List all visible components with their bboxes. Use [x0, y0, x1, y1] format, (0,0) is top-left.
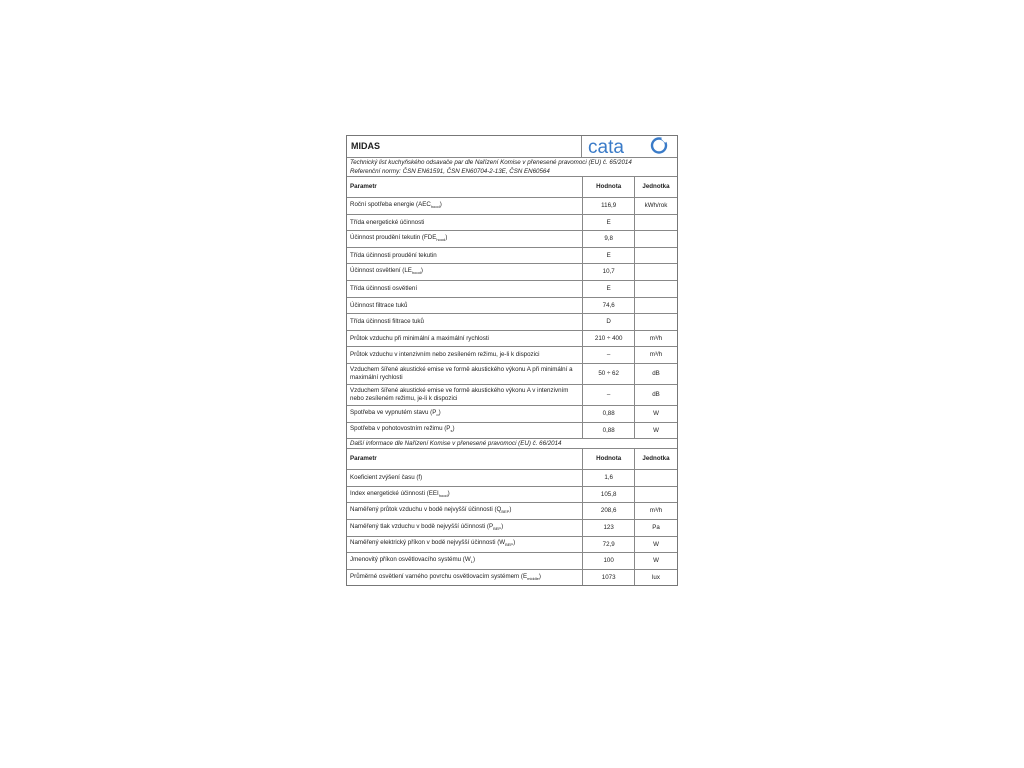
table-row — [347, 264, 677, 281]
unit-header: Jednotka — [634, 177, 677, 198]
param-subscript: L — [470, 559, 473, 565]
param-subscript: s — [450, 428, 453, 434]
regulation-note — [347, 158, 677, 177]
value-cell: E — [583, 280, 635, 297]
param-suffix: ) — [447, 489, 450, 497]
param-text: Jmenovitý příkon osvětlovacího systému (W — [350, 555, 471, 563]
param-cell — [347, 470, 583, 487]
value-cell: 123 — [583, 519, 635, 536]
value-cell: 1,6 — [583, 470, 635, 487]
value-cell: 210 ÷ 400 — [583, 330, 635, 347]
param-cell — [347, 297, 583, 314]
table-row — [347, 247, 677, 264]
param-text: Průtok vzduchu při minimální a maximální rychlosti — [350, 334, 489, 342]
value-cell: – — [583, 384, 635, 405]
param-text: Index energetické účinnosti (EEI — [350, 489, 439, 497]
table-row — [347, 553, 677, 570]
param-cell — [347, 330, 583, 347]
value-cell: 208,6 — [583, 503, 635, 520]
value-cell: 10,7 — [583, 264, 635, 281]
param-suffix: ) — [538, 572, 541, 580]
param-suffix: ) — [439, 200, 442, 208]
unit-cell: dB — [634, 363, 677, 384]
param-text: Třída účinnosti osvětlení — [350, 284, 418, 292]
param-text: Průměrné osvětlení varného povrchu osvětlovacím systémem (E — [350, 572, 528, 580]
unit-cell — [634, 280, 677, 297]
unit-cell: W — [634, 536, 677, 553]
param-suffix: ) — [472, 555, 475, 563]
table-row — [347, 347, 677, 364]
param-cell — [347, 569, 583, 585]
product-title: MIDAS — [347, 136, 582, 157]
param-text: Účinnost osvětlení (LE — [350, 267, 412, 275]
cata-logo — [582, 136, 677, 157]
unit-cell: m³/h — [634, 330, 677, 347]
param-suffix: ) — [420, 267, 423, 275]
unit-cell — [634, 214, 677, 231]
param-subscript: o — [436, 412, 439, 418]
table-row — [347, 363, 677, 384]
param-suffix: ) — [445, 234, 448, 242]
table-header-row — [347, 177, 677, 198]
param-cell — [347, 247, 583, 264]
value-cell: 100 — [583, 553, 635, 570]
param-text: Účinnost proudění tekutin (FDE — [350, 234, 437, 242]
param-cell — [347, 231, 583, 248]
param-cell — [347, 519, 583, 536]
value-cell: E — [583, 214, 635, 231]
unit-cell — [634, 247, 677, 264]
unit-cell — [634, 314, 677, 331]
unit-cell — [634, 297, 677, 314]
param-suffix: ) — [452, 425, 455, 433]
table-row — [347, 569, 677, 585]
param-subscript: BEP — [505, 542, 514, 548]
table-row — [347, 405, 677, 422]
unit-cell: Pa — [634, 519, 677, 536]
value-cell: 0,88 — [583, 422, 635, 439]
param-text: Naměřený elektrický příkon v bodě nejvyšší účinnosti (W — [350, 539, 506, 547]
unit-cell — [634, 470, 677, 487]
param-text: Průtok vzduchu v intenzivním nebo zesíleném režimu, je-li k dispozici — [350, 351, 540, 359]
unit-header: Jednotka — [634, 449, 677, 470]
unit-cell: W — [634, 553, 677, 570]
param-text: Roční spotřeba energie (AEC — [350, 200, 431, 208]
param-cell — [347, 314, 583, 331]
unit-cell: lux — [634, 569, 677, 585]
param-cell — [347, 214, 583, 231]
param-subscript: hood — [436, 237, 446, 243]
param-subscript: BEP — [501, 509, 510, 515]
table-row — [347, 519, 677, 536]
param-suffix: ) — [513, 539, 516, 547]
param-cell — [347, 264, 583, 281]
value-cell: 74,6 — [583, 297, 635, 314]
table-row — [347, 503, 677, 520]
unit-cell — [634, 231, 677, 248]
table-row — [347, 198, 677, 215]
param-cell — [347, 422, 583, 439]
param-subscript: BEP — [493, 526, 502, 532]
param-suffix: ) — [501, 522, 504, 530]
value-cell: 116,9 — [583, 198, 635, 215]
unit-cell: W — [634, 422, 677, 439]
table-row — [347, 330, 677, 347]
table-row — [347, 297, 677, 314]
param-cell — [347, 536, 583, 553]
unit-cell — [634, 264, 677, 281]
table-row — [347, 314, 677, 331]
unit-cell — [634, 486, 677, 503]
param-cell — [347, 198, 583, 215]
param-subscript: middle — [527, 575, 539, 581]
param-text: Spotřeba ve vypnutém stavu (P — [350, 408, 437, 416]
param-cell — [347, 486, 583, 503]
value-cell: – — [583, 347, 635, 364]
param-text: Naměřený průtok vzduchu v bodě nejvyšší účinnosti (Q — [350, 506, 502, 514]
param-subscript: hood — [430, 204, 440, 210]
param-text: Účinnost filtrace tuků — [350, 301, 408, 309]
product-fiche — [346, 135, 678, 586]
standards-line: Referenční normy: ČSN EN61591, ČSN EN60704-2-13E, ČSN EN60564 — [350, 168, 550, 175]
additional-parameters-table — [347, 449, 677, 585]
param-text: Naměřený tlak vzduchu v bodě nejvyšší účinnosti (P — [350, 522, 494, 530]
param-text: Vzduchem šířené akustické emise ve formě akustického výkonu A při minimální a maximální rychlosti — [350, 366, 573, 381]
param-subscript: hood — [438, 492, 448, 498]
param-cell — [347, 347, 583, 364]
value-header: Hodnota — [583, 177, 635, 198]
param-cell — [347, 280, 583, 297]
unit-cell: kWh/rok — [634, 198, 677, 215]
unit-cell: W — [634, 405, 677, 422]
param-cell — [347, 384, 583, 405]
param-cell — [347, 363, 583, 384]
param-cell — [347, 405, 583, 422]
table-row — [347, 214, 677, 231]
param-suffix: ) — [438, 408, 441, 416]
unit-cell: m³/h — [634, 347, 677, 364]
param-text: Koeficient zvýšení času (f) — [350, 474, 423, 482]
param-text: Třída účinnosti filtrace tuků — [350, 318, 424, 326]
table-row — [347, 470, 677, 487]
value-header: Hodnota — [583, 449, 635, 470]
param-cell — [347, 553, 583, 570]
value-cell: 0,88 — [583, 405, 635, 422]
fiche-header — [347, 136, 677, 158]
table-row — [347, 536, 677, 553]
param-header: Parametr — [347, 177, 583, 198]
param-text: Třída účinnosti proudění tekutin — [350, 251, 437, 259]
param-cell — [347, 503, 583, 520]
svg-text:cata: cata — [588, 137, 624, 157]
table-header-row — [347, 449, 677, 470]
value-cell: D — [583, 314, 635, 331]
regulation-line: Technický list kuchyňského odsavače par dle Nařízení Komise v přenesené pravomoci (EU) č. 65/2014 — [350, 159, 632, 166]
unit-cell: m³/h — [634, 503, 677, 520]
value-cell: 72,9 — [583, 536, 635, 553]
value-cell: 50 ÷ 62 — [583, 363, 635, 384]
param-subscript: hood — [411, 270, 421, 276]
table-row — [347, 384, 677, 405]
value-cell: 105,8 — [583, 486, 635, 503]
param-text: Třída energetické účinnosti — [350, 218, 425, 226]
param-header: Parametr — [347, 449, 583, 470]
table-row — [347, 422, 677, 439]
param-text: Spotřeba v pohotovostním režimu (P — [350, 425, 451, 433]
value-cell: 9,8 — [583, 231, 635, 248]
table-row — [347, 231, 677, 248]
parameters-table — [347, 177, 677, 439]
additional-info-note: Další informace dle Nařízení Komise v přenesené pravomoci (EU) č. 66/2014 — [347, 439, 677, 449]
cata-logo-mark — [588, 136, 672, 157]
value-cell: 1073 — [583, 569, 635, 585]
unit-cell: dB — [634, 384, 677, 405]
table-row — [347, 486, 677, 503]
param-suffix: ) — [509, 506, 512, 514]
param-text: Vzduchem šířené akustické emise ve formě akustického výkonu A v intenzivním nebo zesíleném režimu, je-li k dispozici — [350, 387, 569, 402]
value-cell: E — [583, 247, 635, 264]
table-row — [347, 280, 677, 297]
